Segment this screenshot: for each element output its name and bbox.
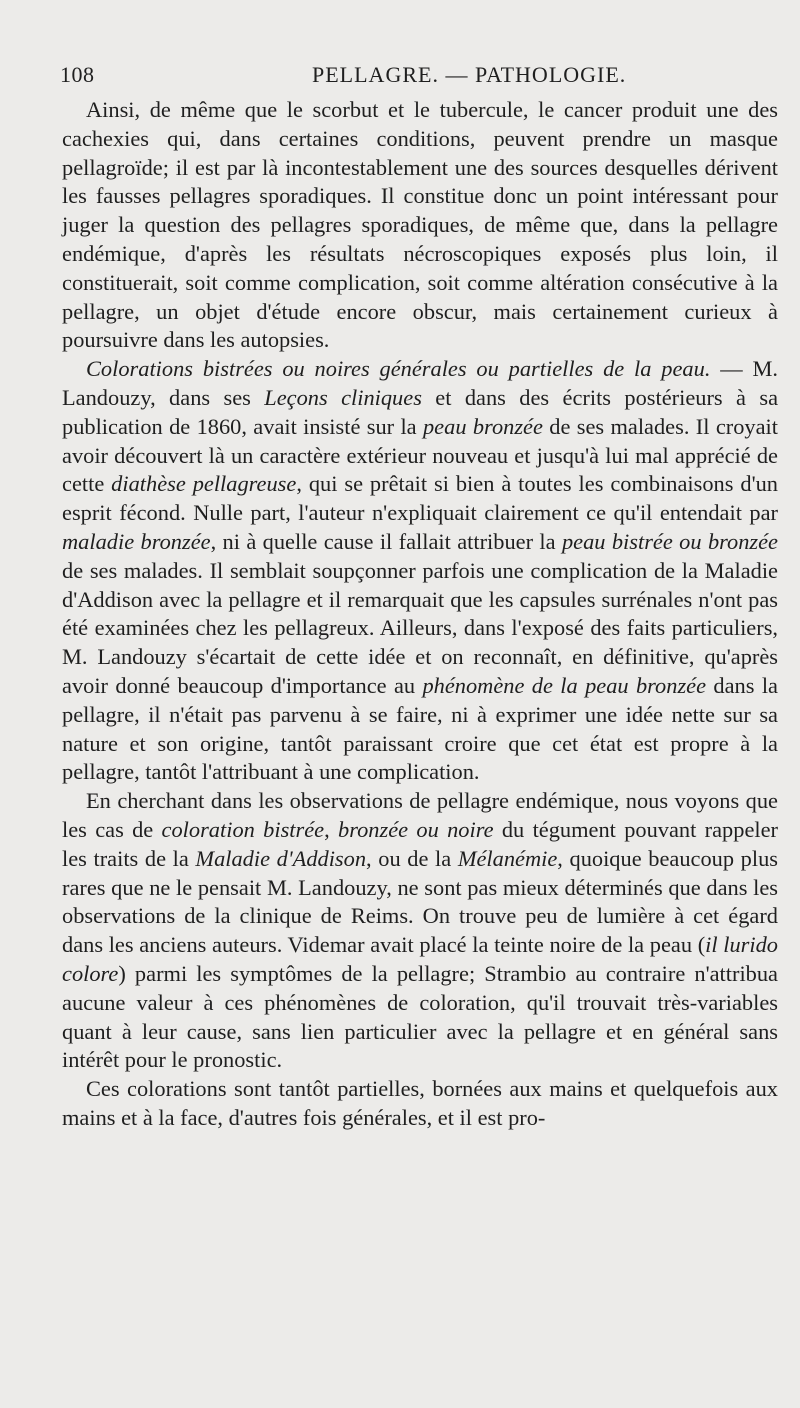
italic-run: Colorations bistrées ou noires générales ou partielles de la peau. [86, 356, 711, 382]
text-run: Ces colorations sont tantôt partielles, bornées aux mains et quelquefois aux mains et à la face, d'autres fois générales, et il est pro- [62, 1076, 778, 1130]
text-run: , ou de la [366, 845, 458, 871]
italic-run: il lurido colore [62, 932, 779, 986]
italic-run: diathèse pellagreuse [111, 471, 297, 497]
text-run: ) parmi les symptômes de la pellagre; Strambio au contraire n'attribua aucune valeur à ces phénomènes de coloration, qu'il trouvait très-variables quant à leur cause, sans lien particulier avec la pellagre et en général sans intérêt pour le pronostic. [62, 960, 778, 1073]
paragraph [62, 1075, 778, 1133]
text-run: et dans des écrits postérieurs à sa publication de 1860, avait insisté sur la [62, 384, 779, 439]
italic-run: Mélanémie [457, 845, 558, 871]
text-run: , [324, 816, 339, 842]
text-run: , ni à quelle cause il fallait attribuer la [210, 528, 562, 554]
text-run: dans la pellagre, il n'était pas parvenu à se faire, ni à exprimer une idée nette sur sa nature et son origine, tantôt paraissant croire que cet état est propre à la pellagre, tantôt l'attribuant à une complication. [62, 672, 778, 785]
text-run: Ainsi, de même que le scorbut et le tubercule, le cancer produit une des cachexies qui, dans certaines conditions, peuvent prendre un masque pellagroïde; il est par là incontestablement une des sources desquelles dérivent les fausses pellagres sporadiques. Il constitue donc un point intéressant pour juger la question des pellagres sporadiques, de même que, dans la pellagre endémique, d'après les résultats nécroscopiques exposés plus loin, il constituerait, soit comme complication, soit comme altération consécutive à la pellagre, un objet d'étude encore obscur, mais certainement curieux à poursuivre dans les autopsies. [62, 97, 778, 353]
text-run: , qui se prêtait si bien à toutes les combinaisons d'un esprit fécond. Nulle part, l'auteur n'expliquait clairement ce qu'il entendait par [62, 471, 778, 526]
body-text [62, 96, 778, 1133]
text-run: En cherchant dans les observations de pellagre endémique, nous voyons que les cas de [62, 788, 778, 842]
text-run: de ses malades. Il croyait avoir découvert là un caractère extérieur nouveau et jusqu'à lui mal apprécié de cette [62, 413, 778, 497]
paragraph [62, 355, 778, 787]
italic-run: Maladie d'Addison [195, 845, 367, 871]
italic-run: bronzée ou noire [338, 816, 494, 842]
italic-run: Leçons cliniques [264, 384, 422, 410]
text-run: du tégument pouvant rappeler les traits de la [62, 816, 778, 871]
paragraph [62, 787, 778, 1075]
italic-run: peau bistrée ou bronzée [561, 528, 778, 554]
paragraph [62, 96, 778, 355]
text-run: de ses malades. Il semblait soupçonner parfois une complication de la Maladie d'Addison avec la pellagre et il remarquait que les capsules surrénales n'ont pas été examinées chez les pellagreux. Ailleurs, dans l'exposé des faits particuliers, M. Landouzy s'écartait de cette idée et on reconnaît, en définitive, qu'après avoir donné beaucoup d'importance au [62, 557, 778, 698]
running-title: PELLAGRE. — PATHOLOGIE. [312, 62, 627, 87]
italic-run: peau bronzée [422, 413, 543, 439]
text-run: , quoique beaucoup plus rares que ne le pensait M. Landouzy, ne sont pas mieux déterminés que dans les observations de la clinique de Reims. On trouve peu de lumière à cet égard dans les anciens auteurs. Videmar avait placé la teinte noire de la peau ( [62, 845, 778, 958]
running-header [60, 62, 780, 90]
italic-run: phénomène de la peau bronzée [422, 672, 707, 698]
text-run: — M. Landouzy, dans ses [62, 356, 778, 410]
italic-run: coloration bistrée [161, 816, 325, 842]
page-number: 108 [60, 62, 95, 87]
italic-run: maladie bronzée [62, 528, 211, 554]
